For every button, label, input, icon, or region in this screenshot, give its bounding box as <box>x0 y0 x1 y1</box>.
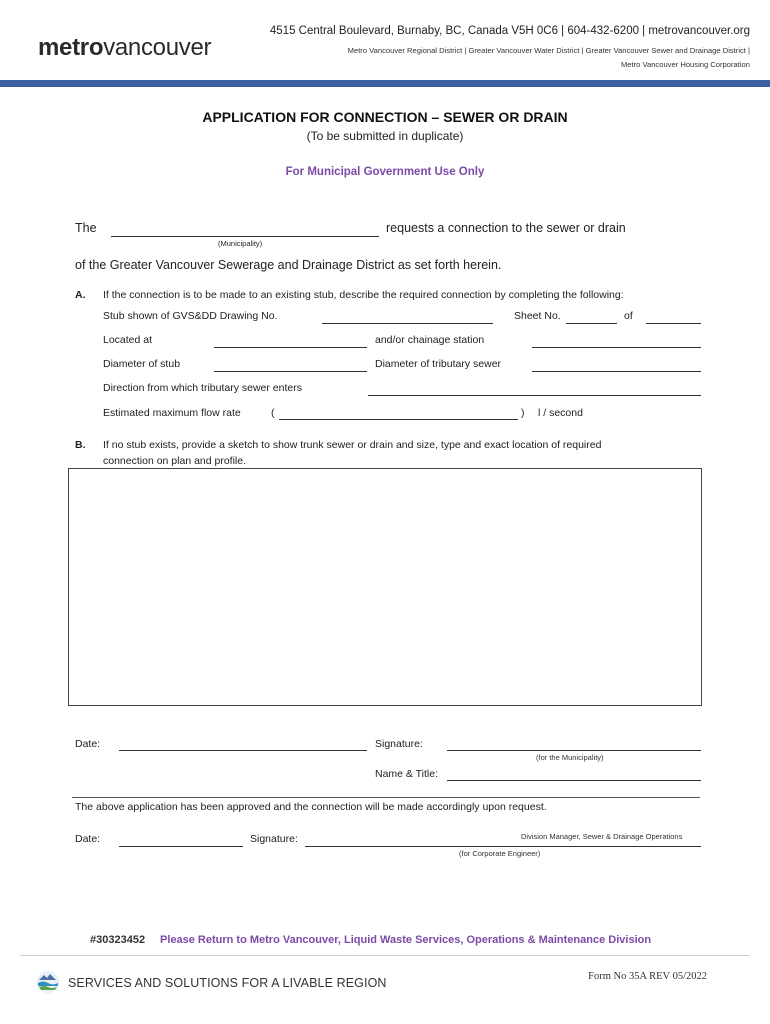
sketch-area[interactable] <box>68 468 702 706</box>
the-label: The <box>75 221 97 235</box>
approval-signature-label: Signature: <box>250 833 298 845</box>
located-at-field[interactable] <box>214 347 367 348</box>
sheet-total-field[interactable] <box>646 323 701 324</box>
signature-label: Signature: <box>375 738 423 750</box>
approval-statement: The above application has been approved and the connection will be made accordingly upon request. <box>75 801 547 813</box>
header-rule <box>0 80 770 87</box>
approval-date-field[interactable] <box>119 846 243 847</box>
diameter-stub-field[interactable] <box>214 371 367 372</box>
municipality-caption: (Municipality) <box>218 239 263 248</box>
requests-label: requests a connection to the sewer or drain <box>386 221 626 235</box>
diameter-stub-label: Diameter of stub <box>103 358 181 370</box>
section-a-letter: A. <box>75 289 86 301</box>
header-address: 4515 Central Boulevard, Burnaby, BC, Canada V5H 0C6 | 604-432-6200 | metrovancouver.org <box>269 25 750 37</box>
stub-drawing-label: Stub shown of GVS&DD Drawing No. <box>103 310 278 322</box>
date-field[interactable] <box>119 750 367 751</box>
date-label: Date: <box>75 738 101 750</box>
section-b-line-1: If no stub exists, provide a sketch to show trunk sewer or drain and size, type and exact location of required <box>103 439 602 451</box>
located-at-label: Located at <box>103 334 153 346</box>
approval-signature-field[interactable] <box>305 846 701 847</box>
district-statement: of the Greater Vancouver Sewerage and Drainage District as set forth herein. <box>75 258 502 272</box>
flow-paren-close: ) <box>521 407 525 419</box>
chainage-label: and/or chainage station <box>375 334 485 346</box>
drawing-no-field[interactable] <box>322 323 493 324</box>
max-flow-field[interactable] <box>279 419 518 420</box>
logo-bold-text: metro <box>38 34 104 61</box>
flow-unit-label: l / second <box>538 407 583 419</box>
municipal-use-heading: For Municipal Government Use Only <box>285 166 485 178</box>
municipality-field[interactable] <box>111 236 379 237</box>
direction-label: Direction from which tributary sewer enters <box>103 382 302 394</box>
for-municipality-caption: (for the Municipality) <box>536 753 604 762</box>
approval-divider <box>72 797 700 798</box>
approval-date-label: Date: <box>75 833 101 845</box>
form-id: #30323452 <box>90 934 146 946</box>
chainage-field[interactable] <box>532 347 701 348</box>
signature-field[interactable] <box>447 750 701 751</box>
form-number: Form No 35A REV 05/2022 <box>588 971 707 982</box>
header-districts <box>280 44 750 72</box>
form-subtitle: (To be submitted in duplicate) <box>306 129 464 143</box>
direction-field[interactable] <box>368 395 701 396</box>
diameter-tributary-field[interactable] <box>532 371 701 372</box>
section-b-line-2: connection on plan and profile. <box>103 455 247 467</box>
form-title: APPLICATION FOR CONNECTION – SEWER OR DRAIN <box>202 109 568 125</box>
section-a-intro: If the connection is to be made to an existing stub, describe the required connection by completing the following: <box>103 289 624 301</box>
flow-paren-open: ( <box>271 407 275 419</box>
return-instructions: Please Return to Metro Vancouver, Liquid Waste Services, Operations & Maintenance Division <box>160 934 652 946</box>
districts-line-1: Metro Vancouver Regional District | Greater Vancouver Water District | Greater Vancouver Sewer and Drainage District | <box>347 46 750 55</box>
section-b-letter: B. <box>75 439 86 451</box>
diameter-tributary-label: Diameter of tributary sewer <box>375 358 502 370</box>
districts-line-2: Metro Vancouver Housing Corporation <box>620 60 750 69</box>
logo-light-text: vancouver <box>103 34 212 61</box>
metro-vancouver-emblem-icon <box>36 970 60 994</box>
footer-divider <box>20 955 750 956</box>
name-title-label: Name & Title: <box>375 768 439 780</box>
sheet-no-field[interactable] <box>566 323 617 324</box>
division-manager-caption: Division Manager, Sewer & Drainage Operations <box>521 832 683 841</box>
for-engineer-caption: (for Corporate Engineer) <box>459 849 541 858</box>
metro-vancouver-logo <box>38 34 211 62</box>
max-flow-label: Estimated maximum flow rate <box>103 407 241 419</box>
sheet-of-label: of <box>624 310 633 322</box>
name-title-field[interactable] <box>447 780 701 781</box>
sheet-no-label: Sheet No. <box>514 310 561 322</box>
footer-slogan: SERVICES AND SOLUTIONS FOR A LIVABLE REGION <box>68 976 387 990</box>
